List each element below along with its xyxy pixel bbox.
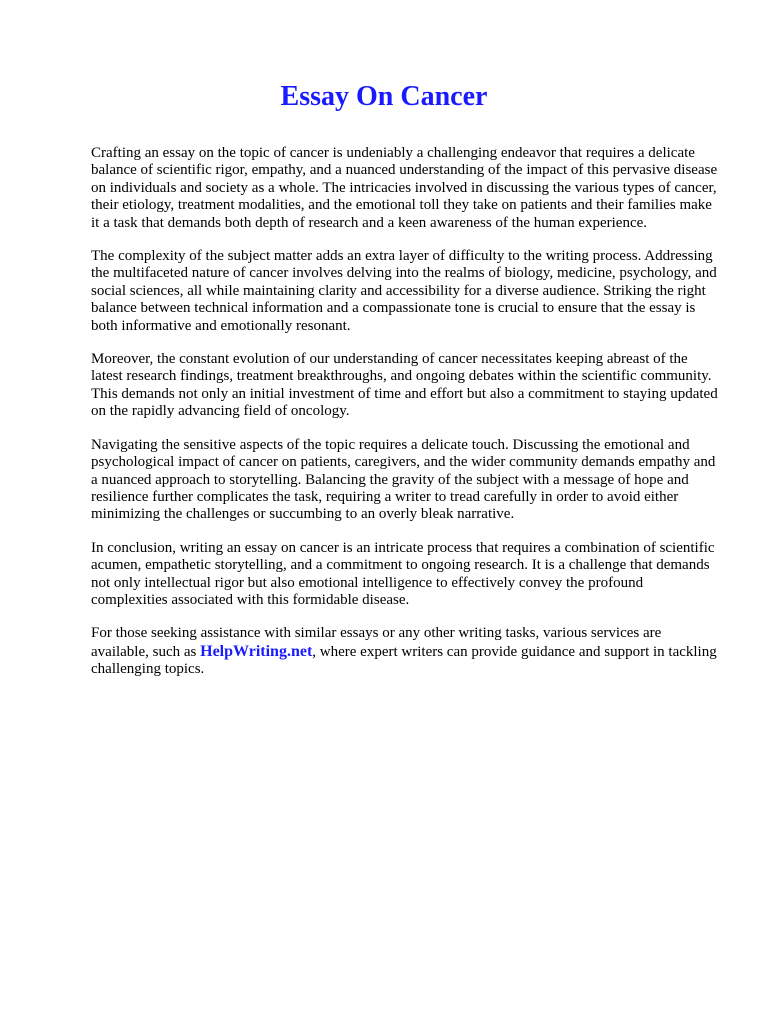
document-title: Essay On Cancer (280, 81, 488, 112)
paragraph-5: In conclusion, writing an essay on cancer is an intricate process that requires a combination of scientific acumen, empathetic storytelling, and a commitment to ongoing research. It is a challenge that demands not only intellectual rigor but also emotional intelligence to effectively convey the profound complexities associated with this formidable disease. (91, 539, 715, 608)
closing-text-before: For those seeking assistance with similar essays or any other writing tasks, various services are available, such as (91, 625, 662, 660)
closing-text-after: , where expert writers can provide guidance and support in tackling challenging topics. (91, 643, 717, 678)
helpwriting-link[interactable]: HelpWriting.net (200, 642, 313, 660)
paragraph-1: Crafting an essay on the topic of cancer is undeniably a challenging endeavor that requires a delicate balance of scientific rigor, empathy, and a nuanced understanding of the impact of this pervasive disease on individuals and society as a whole. The intricacies involved in discussing the various types of cancer, their etiology, treatment modalities, and the emotional toll they take on patients and their families make it a task that demands both depth of research and a keen awareness of the human experience. (91, 145, 718, 231)
closing-paragraph (91, 625, 721, 678)
paragraph-4: Navigating the sensitive aspects of the topic requires a delicate touch. Discussing the emotional and psychological impact of cancer on patients, caregivers, and the wider community demands empathy and a nuanced approach to storytelling. Balancing the gravity of the subject with a message of hope and resilience further complicates the task, requiring a writer to tread carefully in order to avoid either minimizing the challenges or succumbing to an overly bleak narrative. (91, 436, 716, 523)
document-body (91, 145, 721, 695)
paragraph-3: Moreover, the constant evolution of our understanding of cancer necessitates keeping abreast of the latest research findings, treatment breakthroughs, and ongoing debates within the scientific community. This demands not only an initial investment of time and effort but also a commitment to staying updated on the rapidly advancing field of oncology. (91, 351, 718, 420)
paragraph-2: The complexity of the subject matter adds an extra layer of difficulty to the writing process. Addressing the multifaceted nature of cancer involves delving into the realms of biology, medicine, psychology, and social sciences, all while maintaining clarity and accessibility for a diverse audience. Striking the right balance between technical information and a compassionate tone is crucial to ensure that the essay is both informative and emotionally resonant. (91, 248, 717, 334)
